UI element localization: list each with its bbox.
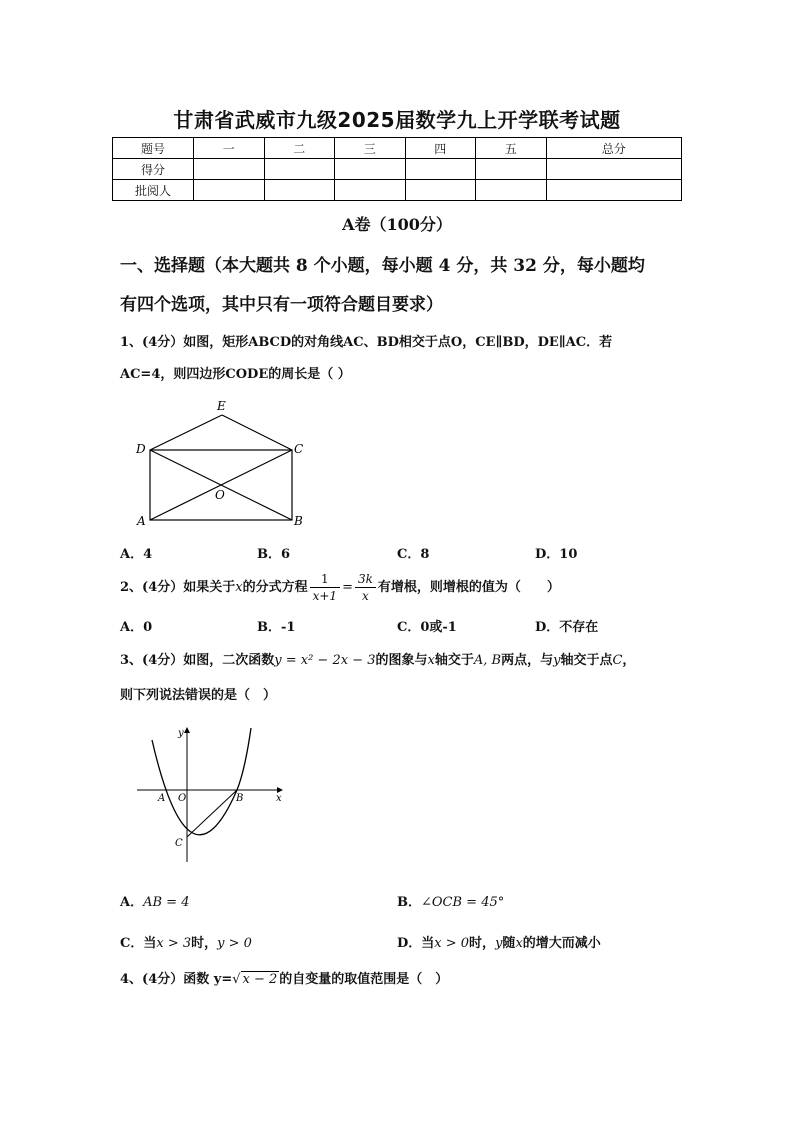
page-title: 甘肃省武威市九级2025届数学九上开学联考试题 xyxy=(173,108,621,132)
axis-label-x: x xyxy=(276,793,282,804)
q1-option-b: B．6 xyxy=(257,547,291,562)
q2-var: x xyxy=(235,580,243,595)
q3-option-a-label: A． xyxy=(120,895,144,910)
q1-text-line1: 1、(4分）如图，矩形ABCD的对角线AC、BD相交于点O，CE∥BD，DE∥AC．若 xyxy=(120,335,613,350)
table-cell: 题号 xyxy=(113,138,194,159)
q3-mid3: 两点，与 xyxy=(501,653,554,668)
q3-mid4: 轴交于点 xyxy=(560,653,613,668)
q1-rectangle-figure xyxy=(130,395,310,535)
table-cell: 五 xyxy=(476,138,547,159)
section-title: A卷（100分） xyxy=(342,215,452,234)
q3-option-b-label: B． xyxy=(397,895,421,910)
q3-option-a xyxy=(120,891,189,910)
q4-text: 4、(4分）函数 y=√ x − 2 的自变量的取值范围是（ ） xyxy=(120,972,449,987)
score-cell xyxy=(335,159,406,180)
label-c: C xyxy=(294,442,304,456)
q3-option-d-mid2: 随 xyxy=(502,936,516,951)
table-cell: 一 xyxy=(194,138,265,159)
q3-option-a-math: AB = 4 xyxy=(143,895,190,910)
q4-suffix: 的自变量的取值范围是（ ） xyxy=(279,972,449,987)
q3-option-c-label: C．当 xyxy=(120,936,157,951)
q3-option-b-math: ∠OCB = 45° xyxy=(421,895,505,910)
reviewer-cell xyxy=(476,180,547,201)
score-row xyxy=(113,159,682,180)
score-cell xyxy=(194,159,265,180)
part1-heading-line1: 一、选择题（本大题共 8 个小题，每小题 4 分，共 32 分，每小题均 xyxy=(120,256,645,276)
q1-option-c: C．8 xyxy=(397,547,430,562)
table-cell: 批阅人 xyxy=(113,180,194,201)
q2-prefix: 2、(4分）如果关于 xyxy=(120,580,236,595)
q2-frac1-den: x+1 xyxy=(312,589,338,603)
part1-heading-line2: 有四个选项，其中只有一项符合题目要求） xyxy=(120,295,443,315)
reviewer-cell xyxy=(405,180,476,201)
q3-option-d-xvar: x xyxy=(515,936,523,951)
segment-de xyxy=(150,415,222,450)
score-cell xyxy=(476,159,547,180)
q3-option-c-math2: y > 0 xyxy=(217,936,252,951)
q3-text-line2: 则下列说法错误的是（ ） xyxy=(120,688,277,703)
score-table-header-row xyxy=(113,138,682,159)
q3-cpoint: C xyxy=(612,653,623,668)
score-cell xyxy=(264,159,335,180)
q1-option-a: A．4 xyxy=(120,547,153,562)
table-cell: 二 xyxy=(264,138,335,159)
q2-suffix: 有增根，则增根的值为（ ） xyxy=(377,580,560,595)
label-d: D xyxy=(136,442,146,456)
point-label-b: B xyxy=(236,793,244,804)
q2-mid: 的分式方程 xyxy=(242,580,308,595)
q2-text xyxy=(120,571,680,605)
q1-option-d: D．10 xyxy=(535,547,578,562)
q3-option-d-label: D．当 xyxy=(397,936,435,951)
q3-mid2: 轴交于 xyxy=(434,653,474,668)
reviewer-cell xyxy=(194,180,265,201)
q2-equals: = xyxy=(342,580,353,595)
score-cell xyxy=(405,159,476,180)
q4-radicand: x − 2 xyxy=(242,972,278,987)
q2-frac1-num: 1 xyxy=(310,571,340,588)
q3-function: y = x² − 2x − 3 xyxy=(274,653,376,668)
q3-mid: 的图象与 xyxy=(375,653,428,668)
point-label-c: C xyxy=(175,838,183,849)
table-cell: 四 xyxy=(405,138,476,159)
q3-option-d xyxy=(397,932,601,951)
q3-prefix: 3、(4分）如图，二次函数 xyxy=(120,653,275,668)
q3-parabola-figure xyxy=(130,722,295,867)
q2-option-c: C．0或-1 xyxy=(397,620,457,635)
q3-text-line1 xyxy=(120,645,680,677)
q2-frac2-num: 3k xyxy=(355,571,376,588)
reviewer-row xyxy=(113,180,682,201)
q2-fraction-2 xyxy=(355,571,376,604)
reviewer-cell xyxy=(546,180,682,201)
q2-option-b: B．-1 xyxy=(257,620,296,635)
table-cell: 三 xyxy=(335,138,406,159)
q2-fraction-1 xyxy=(310,571,340,604)
label-a: A xyxy=(137,514,146,528)
table-cell: 得分 xyxy=(113,159,194,180)
q3-option-d-mid: 时， xyxy=(469,936,496,951)
segment-ce xyxy=(222,415,292,450)
reviewer-cell xyxy=(264,180,335,201)
q2-option-a: A．0 xyxy=(120,620,153,635)
score-table xyxy=(112,137,682,201)
point-label-o: O xyxy=(178,793,187,804)
q3-option-c-mid: 时， xyxy=(191,936,218,951)
label-b: B xyxy=(294,514,303,528)
q2-frac2-den: x xyxy=(362,589,369,603)
reviewer-cell xyxy=(335,180,406,201)
label-e: E xyxy=(217,399,226,413)
score-cell xyxy=(546,159,682,180)
q3-option-c xyxy=(120,932,252,951)
q3-option-b xyxy=(397,891,504,910)
q2-option-d: D．不存在 xyxy=(535,620,599,635)
q3-points: A, B xyxy=(473,653,502,668)
q3-option-d-yvar: y xyxy=(495,936,503,951)
q3-option-d-tail: 的增大而减小 xyxy=(522,936,601,951)
parabola-curve xyxy=(152,728,251,835)
q3-option-d-math1: x > 0 xyxy=(434,936,470,951)
q4-prefix: 4、(4分）函数 y= xyxy=(120,972,233,987)
point-label-a: A xyxy=(158,793,166,804)
label-o: O xyxy=(215,488,225,502)
q3-tail: ， xyxy=(622,653,636,668)
q3-option-c-math1: x > 3 xyxy=(156,936,192,951)
axis-label-y: y xyxy=(178,728,184,739)
q3-yvar: y xyxy=(553,653,561,668)
table-cell: 总分 xyxy=(546,138,682,159)
q3-xvar: x xyxy=(427,653,435,668)
q1-text-line2: AC=4，则四边形CODE的周长是（ ） xyxy=(120,367,351,382)
